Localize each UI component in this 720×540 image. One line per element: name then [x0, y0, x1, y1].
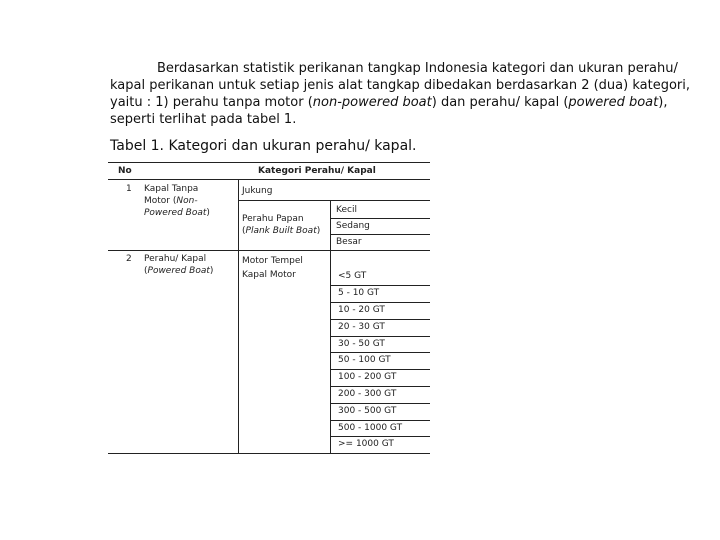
header-kategori: Kategori Perahu/ Kapal	[258, 166, 376, 176]
plank-built-boat-label	[242, 226, 320, 238]
no-column-divider	[238, 179, 239, 454]
kapal-motor-label: Kapal Motor	[242, 270, 296, 280]
paragraph-line-2: kapal perikanan untuk setiap jenis alat tangkap dibedakan berdasarkan 2 (dua) kategori,	[110, 78, 690, 93]
row-2-open-paren: (	[144, 266, 148, 276]
sedang-bottom-rule	[330, 234, 430, 235]
gt-size-11: >= 1000 GT	[338, 439, 394, 449]
jukung-label: Jukung	[242, 186, 273, 196]
paragraph-line-3-middle: ) dan perahu/ kapal (	[431, 95, 569, 110]
row-1-name-line-2	[144, 196, 198, 208]
plank-close-paren: )	[316, 226, 321, 236]
size-kecil: Kecil	[336, 205, 357, 215]
row-2-number: 2	[126, 254, 132, 264]
table-caption: Tabel 1. Kategori dan ukuran perahu/ kapal.	[110, 138, 417, 154]
header-bottom-border	[108, 179, 430, 180]
perahu-papan-label: Perahu Papan	[242, 214, 304, 224]
boat-category-table	[108, 162, 430, 454]
paragraph-line-1: Berdasarkan statistik perikanan tangkap Indonesia kategori dan ukuran perahu/	[157, 61, 678, 76]
gt-rule-8	[330, 403, 430, 404]
plank-open-paren: (	[242, 226, 246, 236]
gt-rule-6	[330, 369, 430, 370]
gt-rule-3	[330, 319, 430, 320]
paragraph-line-3-end: ),	[658, 95, 668, 110]
gt-size-10: 500 - 1000 GT	[338, 423, 403, 433]
row-1-name-line-3	[144, 208, 210, 220]
size-besar: Besar	[336, 237, 362, 247]
row-2-name-line-1: Perahu/ Kapal	[144, 254, 207, 264]
paragraph-line-4: seperti terlihat pada tabel 1.	[110, 112, 297, 127]
gt-rule-1	[330, 285, 430, 286]
gt-size-1: <5 GT	[338, 271, 367, 281]
gt-size-3: 10 - 20 GT	[338, 305, 385, 315]
size-sedang: Sedang	[336, 221, 370, 231]
gt-size-7: 100 - 200 GT	[338, 372, 397, 382]
row-1-name-line-3-close: )	[206, 208, 210, 218]
gt-size-9: 300 - 500 GT	[338, 406, 397, 416]
motor-tempel-label: Motor Tempel	[242, 256, 303, 266]
powered-boat-term: powered boat	[568, 95, 659, 110]
row-1-number: 1	[126, 184, 132, 194]
row-1-name-line-3-italic: Powered Boat	[144, 208, 207, 218]
table-top-border	[108, 162, 430, 163]
gt-size-5: 30 - 50 GT	[338, 339, 385, 349]
non-powered-boat-term: non-powered boat	[312, 95, 432, 110]
paragraph-line-3	[110, 94, 670, 111]
row-1-name-line-2-italic: Non-	[176, 196, 198, 206]
size-column-divider	[330, 200, 331, 453]
gt-rule-7	[330, 386, 430, 387]
table-bottom-border	[108, 453, 430, 454]
row-1-name-line-1: Kapal Tanpa	[144, 184, 199, 194]
gt-size-6: 50 - 100 GT	[338, 355, 391, 365]
gt-size-2: 5 - 10 GT	[338, 288, 380, 298]
row-1-bottom-border	[108, 250, 430, 251]
gt-size-8: 200 - 300 GT	[338, 389, 397, 399]
gt-rule-2	[330, 302, 430, 303]
row-2-name-line-2	[144, 266, 213, 278]
gt-rule-5	[330, 352, 430, 353]
kecil-bottom-rule	[330, 218, 430, 219]
paragraph-line-3-start: yaitu : 1) perahu tanpa motor (	[110, 95, 313, 110]
gt-rule-9	[330, 420, 430, 421]
gt-rule-10	[330, 436, 430, 437]
jukung-bottom-rule	[238, 200, 430, 201]
intro-paragraph	[110, 60, 690, 128]
row-1-name-line-2-text: Motor (	[144, 196, 177, 206]
plank-built-boat-italic: Plank Built Boat	[245, 226, 317, 236]
row-2-close-paren: )	[209, 266, 214, 276]
header-no: No	[118, 166, 132, 176]
gt-rule-4	[330, 336, 430, 337]
row-2-powered-boat-italic: Powered Boat	[147, 266, 210, 276]
gt-size-4: 20 - 30 GT	[338, 322, 385, 332]
